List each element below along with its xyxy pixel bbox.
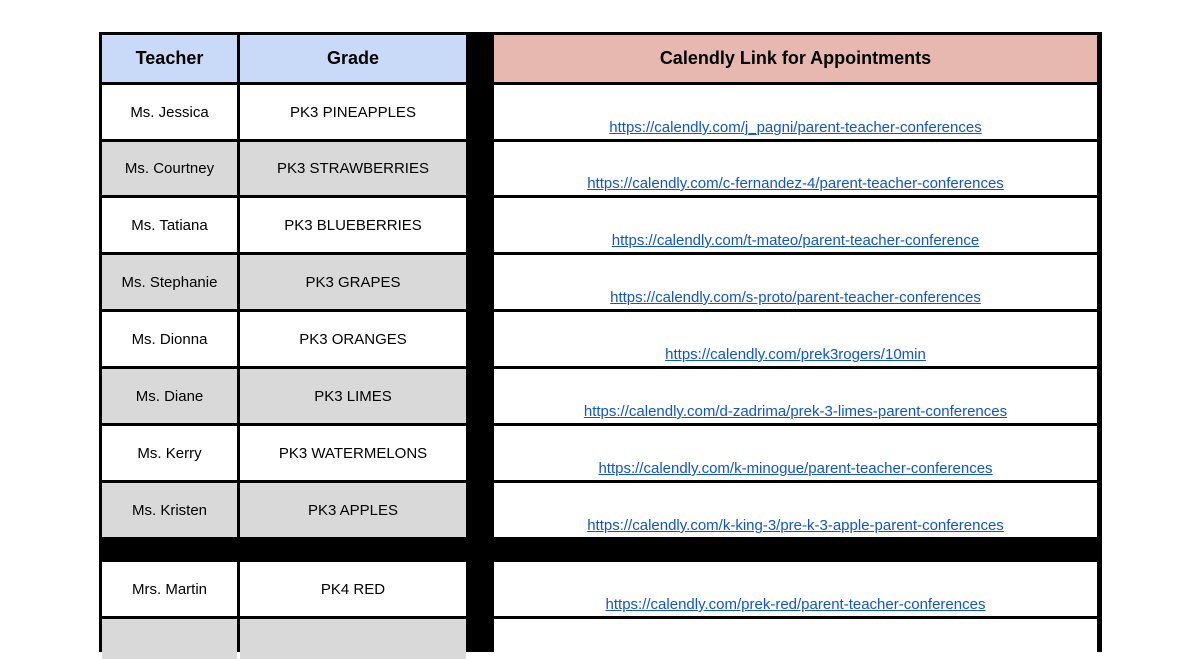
grade-cell: PK3 LIMES bbox=[240, 369, 466, 423]
grade-cell: PK4 RED bbox=[240, 562, 466, 616]
link-cell-partial bbox=[494, 619, 1097, 659]
teacher-cell-partial bbox=[102, 619, 237, 659]
teacher-cell: Ms. Tatiana bbox=[102, 198, 237, 252]
teacher-cell: Ms. Diane bbox=[102, 369, 237, 423]
grade-cell: PK3 GRAPES bbox=[240, 255, 466, 309]
conference-table bbox=[99, 32, 1102, 652]
teacher-cell: Ms. Jessica bbox=[102, 85, 237, 139]
teacher-cell: Mrs. Martin bbox=[102, 562, 237, 616]
grade-cell: PK3 STRAWBERRIES bbox=[240, 142, 466, 195]
teacher-cell: Ms. Dionna bbox=[102, 312, 237, 366]
calendly-link[interactable]: https://calendly.com/c-fernandez-4/parent-teacher-conferences bbox=[494, 142, 1097, 195]
grade-cell: PK3 PINEAPPLES bbox=[240, 85, 466, 139]
teacher-cell: Ms. Kerry bbox=[102, 426, 237, 480]
grade-cell: PK3 WATERMELONS bbox=[240, 426, 466, 480]
calendly-link[interactable]: https://calendly.com/prek-red/parent-teacher-conferences bbox=[494, 562, 1097, 616]
teacher-cell: Ms. Kristen bbox=[102, 483, 237, 537]
grade-cell: PK3 ORANGES bbox=[240, 312, 466, 366]
calendly-link[interactable]: https://calendly.com/s-proto/parent-teacher-conferences bbox=[494, 255, 1097, 309]
calendly-link[interactable]: https://calendly.com/prek3rogers/10min bbox=[494, 312, 1097, 366]
grade-cell: PK3 APPLES bbox=[240, 483, 466, 537]
calendly-link[interactable]: https://calendly.com/d-zadrima/prek-3-limes-parent-conferences bbox=[494, 369, 1097, 423]
calendly-link[interactable]: https://calendly.com/k-king-3/pre-k-3-apple-parent-conferences bbox=[494, 483, 1097, 537]
teacher-cell: Ms. Stephanie bbox=[102, 255, 237, 309]
grade-cell: PK3 BLUEBERRIES bbox=[240, 198, 466, 252]
calendly-link[interactable]: https://calendly.com/k-minogue/parent-teacher-conferences bbox=[494, 426, 1097, 480]
calendly-link[interactable]: https://calendly.com/j_pagni/parent-teacher-conferences bbox=[494, 85, 1097, 139]
grade-cell-partial bbox=[240, 619, 466, 659]
header-grade: Grade bbox=[240, 35, 466, 82]
teacher-cell: Ms. Courtney bbox=[102, 142, 237, 195]
header-link: Calendly Link for Appointments bbox=[494, 35, 1097, 82]
header-teacher: Teacher bbox=[102, 35, 237, 82]
calendly-link[interactable]: https://calendly.com/t-mateo/parent-teacher-conference bbox=[494, 198, 1097, 252]
